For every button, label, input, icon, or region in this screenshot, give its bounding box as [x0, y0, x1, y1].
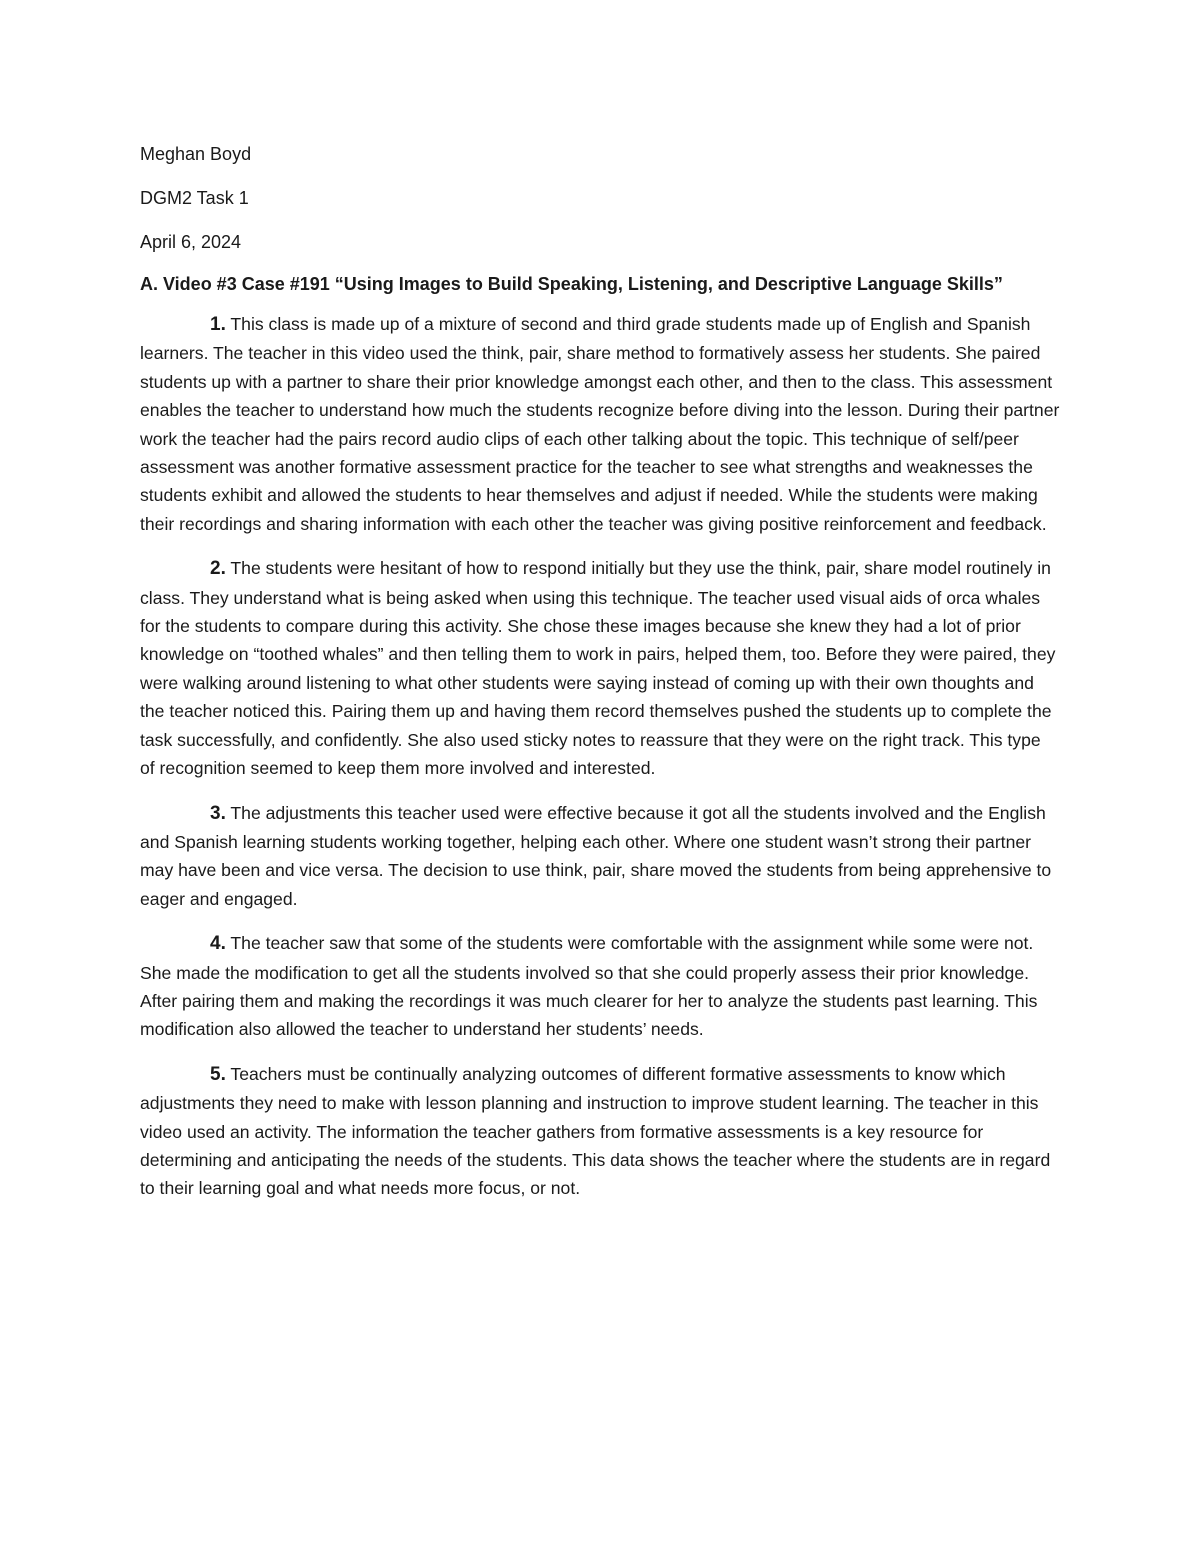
section-heading: A. Video #3 Case #191 “Using Images to Build Speaking, Listening, and Descriptive Language Skills” [140, 274, 1003, 294]
paragraph-2 [140, 554, 1060, 782]
paragraph-1 [140, 310, 1060, 538]
paragraph-number: 5. [210, 1063, 226, 1085]
paragraph-text: The adjustments this teacher used were effective because it got all the students involved and the English and Spanish learning students working together, helping each other. Where one student wasn’t strong their partner may have been and vice versa. The decision to use think, pair, share moved the students from being apprehensive to eager and engaged. [140, 802, 1052, 909]
paragraph-text: Teachers must be continually analyzing outcomes of different formative assessments to know which adjustments they need to make with lesson planning and instruction to improve student learning. The teacher in this video used an activity. The information the teacher gathers from formative assessments is a key resource for determining and anticipating the needs of the students. This data shows the teacher where the students are in regard to their learning goal and what needs more focus, or not. [140, 1063, 1051, 1199]
paragraph-text: This class is made up of a mixture of second and third grade students made up of English and Spanish learners. The teacher in this video used the think, pair, share method to formatively assess her students. She paired students up with a partner to share their prior knowledge amongst each other, and then to the class. This assessment enables the teacher to understand how much the students recognize before diving into the lesson. During their partner work the teacher had the pairs record audio clips of each other talking about the topic. This technique of self/peer assessment was another formative assessment practice for the teacher to see what strengths and weaknesses the students exhibit and allowed the students to hear themselves and adjust if needed. While the students were making their recordings and sharing information with each other the teacher was giving positive reinforcement and feedback. [140, 314, 1060, 534]
author-name: Meghan Boyd [140, 144, 252, 164]
document-date: April 6, 2024 [140, 232, 242, 252]
paragraph-text: The teacher saw that some of the students were comfortable with the assignment while some were not. She made the modification to get all the students involved so that she could properly assess their prior knowledge. After pairing them and making the recordings it was much clearer for her to analyze the students past learning. This modification also allowed the teacher to understand her students’ needs. [140, 933, 1038, 1040]
paragraph-5 [140, 1060, 1060, 1203]
paragraph-text: The students were hesitant of how to respond initially but they use the think, pair, share model routinely in class. They understand what is being asked when using this technique. The teacher used visual aids of orca whales for the students to compare during this activity. She chose these images because she knew they had a lot of prior knowledge on “toothed whales” and then telling them to work in pairs, helped them, too. Before they were paired, they were walking around listening to what other students were saying instead of coming up with their own thoughts and the teacher noticed this. Pairing them up and having them record themselves pushed the students up to complete the task successfully, and confidently. She also used sticky notes to reassure that they were on the right track. This type of recognition seemed to keep them more involved and interested. [140, 558, 1056, 779]
paragraph-3 [140, 799, 1060, 914]
paragraph-number: 3. [210, 802, 226, 824]
document-body [140, 140, 1060, 1219]
paragraph-number: 1. [210, 314, 226, 335]
paragraph-number: 2. [210, 558, 226, 580]
paragraph-4 [140, 929, 1060, 1044]
paragraph-number: 4. [210, 933, 226, 955]
course-task: DGM2 Task 1 [140, 188, 249, 208]
